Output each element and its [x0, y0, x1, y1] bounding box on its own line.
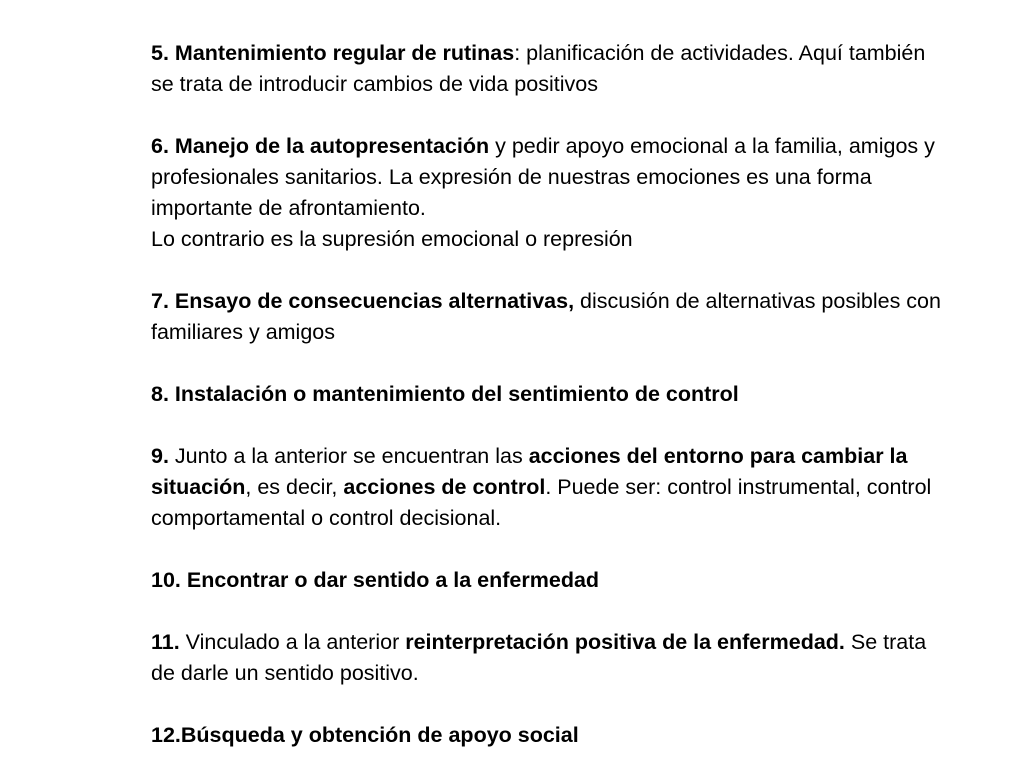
list-item-8 [151, 379, 1001, 410]
text-line [151, 193, 1001, 224]
bold-text: reinterpretación positiva de la enfermedad. [405, 630, 845, 654]
text-line [151, 69, 1001, 100]
text-line [151, 441, 1001, 472]
bold-text: situación [151, 475, 246, 499]
bold-text: 11. [151, 630, 180, 654]
text: Se trata [844, 630, 927, 654]
text: Vinculado a la anterior [179, 630, 406, 654]
list-item-11 [151, 627, 1001, 689]
text: profesionales sanitarios. La expresión de nuestras emociones es una forma [151, 165, 872, 189]
text: discusión de alternativas posibles con [574, 289, 941, 313]
text: Junto a la anterior se encuentran las [168, 444, 529, 468]
text-line [151, 286, 1001, 317]
list-item-9 [151, 441, 1001, 534]
text: familiares y amigos [151, 320, 335, 344]
bold-text: 6. Manejo de la autopresentación [151, 134, 490, 158]
text-line [151, 379, 1001, 410]
bold-text: 12.Búsqueda y obtención de apoyo social [151, 723, 579, 747]
bold-text: 8. Instalación o mantenimiento del sentimiento de control [151, 382, 739, 406]
text-line [151, 472, 1001, 503]
text: comportamental o control decisional. [151, 506, 502, 530]
text: . Puede ser: control instrumental, control [545, 475, 932, 499]
bold-text: acciones de control [343, 475, 546, 499]
list-item-10 [151, 565, 1001, 596]
text-line [151, 38, 1001, 69]
bold-text: 7. Ensayo de consecuencias alternativas, [151, 289, 575, 313]
bold-text: acciones del entorno para cambiar la [528, 444, 908, 468]
text-line [151, 224, 1001, 255]
text-line [151, 317, 1001, 348]
text: y pedir apoyo emocional a la familia, amigos y [489, 134, 935, 158]
text-line [151, 565, 1001, 596]
list-item-6 [151, 131, 1001, 255]
text-line [151, 162, 1001, 193]
text-line [151, 720, 1001, 751]
bold-text: 5. Mantenimiento regular de rutinas [151, 41, 515, 65]
text-line [151, 503, 1001, 534]
text: de darle un sentido positivo. [151, 661, 419, 685]
text: importante de afrontamiento. [151, 196, 426, 220]
text: , es decir, [245, 475, 344, 499]
text: : planificación de actividades. Aquí también [514, 41, 926, 65]
bold-text: 9. [151, 444, 169, 468]
text-line [151, 627, 1001, 658]
list-item-12 [151, 720, 1001, 751]
text: Lo contrario es la supresión emocional o represión [151, 227, 633, 251]
list-item-7 [151, 286, 1001, 348]
list-item-5 [151, 38, 1001, 100]
bold-text: 10. Encontrar o dar sentido a la enfermedad [151, 568, 600, 592]
text: se trata de introducir cambios de vida positivos [151, 72, 598, 96]
text-line [151, 131, 1001, 162]
slide-content [151, 38, 1001, 751]
text-line [151, 658, 1001, 689]
